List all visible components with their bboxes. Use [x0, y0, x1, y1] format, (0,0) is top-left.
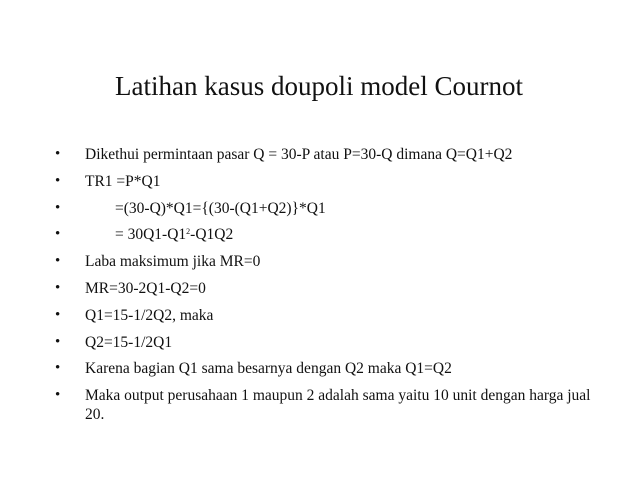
list-item — [55, 386, 615, 424]
bullet-icon: • — [55, 306, 61, 323]
bullet-text: Q1=15-1/2Q2, maka — [85, 306, 214, 324]
bullet-icon: • — [55, 226, 61, 243]
bullet-icon: • — [55, 333, 61, 350]
bullet-icon: • — [55, 387, 61, 404]
bullet-text: Laba maksimum jika MR=0 — [85, 253, 261, 271]
bullet-text: Q2=15-1/2Q1 — [85, 333, 173, 351]
bullet-list — [55, 145, 615, 432]
list-item — [55, 145, 615, 164]
bullet-text: Karena bagian Q1 sama besarnya dengan Q2 maka Q1=Q2 — [85, 360, 452, 378]
bullet-text: =(30-Q)*Q1={(30-(Q1+Q2)}*Q1 — [115, 199, 326, 217]
list-item — [55, 333, 615, 352]
list-item — [55, 279, 615, 298]
list-item — [55, 306, 615, 325]
slide-title: Latihan kasus doupoli model Cournot — [115, 71, 523, 101]
list-item — [55, 252, 615, 271]
bullet-text-part: = 30Q1-Q1 — [115, 226, 187, 244]
bullet-text: Maka output perusahaan 1 maupun 2 adalah sama yaitu 10 unit dengan harga jual 20. — [85, 387, 591, 424]
bullet-icon: • — [55, 146, 61, 162]
bullet-icon: • — [55, 253, 61, 270]
superscript: 2 — [186, 227, 191, 237]
list-item — [55, 199, 615, 218]
list-item — [55, 359, 615, 378]
list-item — [55, 172, 615, 191]
bullet-text-part: -Q1Q2 — [190, 226, 234, 244]
bullet-icon: • — [55, 360, 61, 377]
bullet-text: MR=30-2Q1-Q2=0 — [85, 279, 206, 297]
bullet-text — [85, 225, 615, 244]
bullet-icon: • — [55, 172, 61, 189]
bullet-text: TR1 =P*Q1 — [85, 172, 161, 190]
list-item — [55, 225, 615, 244]
bullet-text: Dikethui permintaan pasar Q = 30-P atau P=30-Q dimana Q=Q1+Q2 — [85, 146, 513, 163]
bullet-icon: • — [55, 199, 61, 216]
bullet-icon: • — [55, 279, 61, 296]
